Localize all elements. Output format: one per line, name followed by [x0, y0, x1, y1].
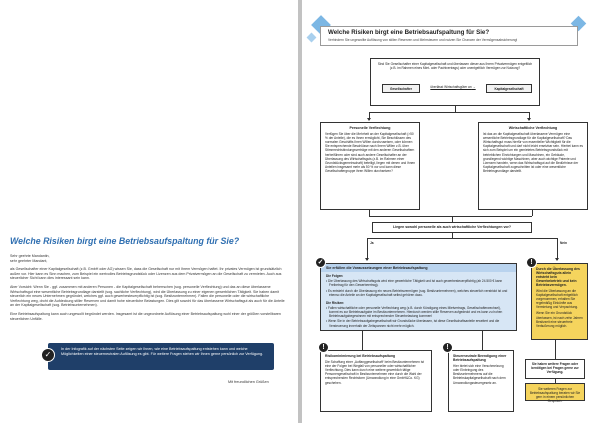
- infographic-title: Welche Risiken birgt eine Betriebsaufspaltung für Sie?: [328, 29, 490, 36]
- paragraph-3: Eine Betriebsaufspaltung kann auch ungewollt begründet werden. Insgesamt ist die ungeordnete Auflösung einer Betriebsaufspaltung wohl einer der größten vorstellbaren steuerlichen Unfälle.: [10, 311, 281, 321]
- connector: [362, 331, 363, 350]
- list-item: • Die Überlassung des Wirtschaftsguts wird eine gewerbliche Tätigkeit und ist auch gewerbesteuerpflichtig (ab 24.500 € kann Freibetrag für den Gewerbeertrag).: [326, 279, 503, 288]
- connector: [532, 210, 533, 216]
- letter-body: [10, 254, 287, 325]
- list-item: • Fallen wirtschaftliche oder personelle Verflechtung weg (z.B. durch Kündigung eines Mietvertrags, Gesellschafterwechsel), kommt es zur Betriebsaufgabe im Besitzunternehmen. Hierdurch werden stille Reserven aufgedeckt und es kann zu hohen Betriebsaufgabegewinnen mit entsprechender Steuerbelastung kommen!: [326, 305, 503, 318]
- both-question-text: Liegen sowohl personelle als auch wirtschaftliche Verflechtungen vor?: [392, 225, 512, 229]
- ja-label: Ja: [370, 241, 374, 245]
- no-outcome-text-2: Wenn Sie ein Grundstück überlassen, ist nach zehn Jahren Besitzzeit eine steuerfreie Veräußerung möglich.: [536, 311, 583, 328]
- infographic-subtitle: Verhindern Sie ungewollte Auflösung von stillen Reserven und Mehrsteuern und nutzen Sie Chancen der Vermögensabsicherung!: [328, 38, 518, 42]
- question-box: [370, 58, 540, 106]
- contact-box: Sie weiteren Fragen zur Betriebsaufspaltung beraten wir Sie gern in einem persönlichen Gespräch.: [525, 383, 585, 401]
- alert-icon: !: [526, 257, 537, 268]
- callout-text: In der Infografik auf der nächsten Seite zeigen wir Ihnen, wie eine Betriebsaufspaltung entstehen kann und welche Möglichkeiten einer steuerneutralen Auflösung es gibt. Für weitere Fragen stehen wir Ihnen gerne persönlich zur Verfügung.: [61, 347, 264, 356]
- connector: [482, 331, 483, 350]
- steuerneutral-text: Hier bietet sich eine Verschmelzung oder Einbringung des Besitzunternehmens auf die Betriebskapitalgesellschaft nach dem Umwandlungssteuergesetz an.: [453, 364, 506, 385]
- arrow-icon: [365, 258, 369, 261]
- check-icon: ✓: [41, 348, 55, 362]
- yes-outcome-box: [320, 263, 517, 331]
- right-page: [302, 0, 600, 423]
- arrow-icon: [527, 118, 531, 121]
- no-outcome-title: Durch die Überlassung des Wirtschaftsguts allein entsteht kein Gewerbebetrieb und kein Betriebsvermögen.: [536, 267, 580, 287]
- risiken-item-text: Fallen wirtschaftliche oder personelle Verflechtung weg (z.B. durch Kündigung eines Mietvertrags, Gesellschafterwechsel), kommt es zur Betriebsaufgabe im Besitzunternehmen. Hierdurch werden stille Reserven aufgedeckt und es kann zu hohen Betriebsaufgabegewinnen mit entsprechender Steuerbelastung kommen!: [328, 305, 503, 318]
- folgen-section: [321, 272, 516, 300]
- personelle-text: Verfügen Sie über die Mehrheit an der Kapitalgesellschaft (>50 % der Anteile), die es Ihnen ermöglicht, Sie Beschlüssen des normalen Geschäfts Ihren Willen durchzusetzen, oder können Sie entsprechende Beschlüsse nach Ihrem Willen z.B. über Stimmrechtsbindungsverträge mit den anderen Gesellschaftern herbeiführen oder sind auch andere Gesellschafter an der Überlassung des Wirtschaftsguts (z.B. im Rahmen einer Grundstücksgemeinschaft) beteiligt, liegen mit denen und Ihnen Anteilen insgesamt mehr als 50 % vor und kann diese Gesellschaftergruppe ihren Willen durchsetzen?: [325, 132, 416, 173]
- connector: [555, 340, 556, 359]
- risiken-item-text: Wenn Sie in der Betriebsaufgabegesellschaft wir Grundstücke überlassen, ist diese Gesellschaftsanteile erweitert und die Versteuerung innerhalb der Zeitspannen nicht mehr möglich.: [328, 319, 500, 328]
- decor-diamond: [307, 33, 317, 43]
- personelle-title: Personelle Verflechtung: [349, 126, 391, 130]
- salutation-line-2: sehr geehrter Mandant,: [10, 258, 48, 263]
- kapitalgesellschaft-label: Kapitalgesellschaft: [494, 87, 524, 91]
- wirtschaftliche-title: Wirtschaftliche Verflechtung: [508, 126, 558, 130]
- gesellschafter-box: [382, 84, 420, 93]
- check-icon: ✓: [315, 257, 326, 268]
- kapitalgesellschaft-box: [486, 84, 532, 93]
- lightbulb-icon: !: [318, 342, 329, 353]
- connector: [367, 238, 368, 260]
- both-question-box: [372, 222, 532, 233]
- wirtschaftliche-text: Ist das an die Kapitalgesellschaft überlassene Vermögen eine wesentliche Betriebsgrundlage für die Kapitalgesellschaft? Das Wirtschaftsgut muss hierfür von essentieller Wichtigkeit für die Kapitalgesellschaft und darf nicht leicht ersetzbar sein. Hierbei kann es sich zum Beispiel um ein gemietetes Betriebsgrundstück mit betrieblichen Einrichtungen und Maschinen, ein Gebäude, grundlegend wichtige Maschinen, aber auch wichtige Patente und Lizenzen handeln, wenn das Wirtschaftsgut auf die Bedürfnisse der Kapitalgesellschaft zugeschnitten ist oder eine wesentliche Betriebsgrundlage darstellt.: [483, 132, 583, 173]
- list-item: • Wenn Sie in der Betriebsaufgabegesellschaft wir Grundstücke überlassen, ist diese Gesellschaftsanteile erweitert und die Versteuerung innerhalb der Zeitspannen nicht mehr möglich.: [326, 319, 500, 328]
- lightbulb-icon: !: [442, 342, 453, 353]
- list-item: • Es entsteht durch die Überlassung ein neues Betriebsvermögen (sog. Besitzunternehmen), welches steuerlich verstrickt ist und ebenso die Anteile an der Kapitalgesellschaft selbst gehören dazu.: [326, 288, 508, 297]
- connector: [367, 238, 557, 239]
- no-outcome-text-1: Wird die Überlassung an die Kapitalgesellschaft entgeltlich vorgenommen, erhalten Sie regelmäßig Einkünfte aus Vermietung und Verpachtung.: [536, 289, 578, 310]
- connector: [369, 216, 532, 217]
- yes-outcome-title: Sie erfüllen die Voraussetzungen einer Betriebsaufspaltung: [321, 264, 516, 272]
- steuerneutral-title: Steuerneutrale Beendigung einer Betriebsaufspaltung: [453, 354, 507, 363]
- connector: [369, 112, 529, 113]
- salutation: [10, 259, 287, 264]
- risiken-section: [321, 301, 516, 332]
- paragraph-1: als Gesellschafter einer Kapitalgesellschaft (z.B. GmbH oder AG) wissen Sie, dass die Gesellschaft nur mit Ihrem Vermögen haftet. Ihr privates Vermögen ist grundsätzlich außen vor. Hier kann es Sinn machen, zum Beispiel ein wertvolles Betriebsgrundstück oder Lizenzen aus dem Privatvermögen an die Gesellschaft zu vermieten. Auch aus steuerlicher Sicht kann dies interessant sein kann.: [10, 267, 282, 281]
- final-question-box: Sie haben weitere Fragen oder benötigen bei Fragen gerne zur Verfügung.: [525, 359, 585, 379]
- risiken-title: Die Risiken:: [326, 300, 345, 305]
- infographic-header: [320, 26, 578, 46]
- nein-label: Nein: [560, 241, 567, 245]
- risikominimierung-box: [320, 350, 432, 412]
- risikominimierung-title: Risikominimierung bei Betriebsaufspaltung: [325, 354, 396, 358]
- ueberlaesst-label: überlässt Wirtschaftsgüter an →: [430, 85, 476, 89]
- folgen-title: Die Folgen:: [326, 274, 344, 279]
- connector: [557, 238, 558, 260]
- steuerneutral-box: [448, 350, 514, 412]
- left-page: [0, 0, 298, 423]
- page-title: Welche Risiken birgt eine Betriebsaufspaltung für Sie?: [10, 236, 240, 246]
- arrow-icon: [367, 118, 371, 121]
- risiken-list: [326, 306, 511, 328]
- closing: Mit freundlichen Grüßen: [228, 380, 269, 384]
- folgen-list: [326, 279, 511, 297]
- infographic-callout: [44, 343, 274, 370]
- question-text: Sind Sie Gesellschafter einer Kapitalgesellschaft und überlassen dieser aus Ihrem Privatvermögen entgeltlich (z.B. im Rahmen eines Miet- oder Pachtvertrags) oder unentgeltlich Vermögen zur Nutzung?: [377, 62, 533, 71]
- arrow-icon: [555, 258, 559, 261]
- personelle-box: [320, 122, 420, 210]
- folgen-item-text: Die Überlassung des Wirtschaftsguts wird eine gewerbliche Tätigkeit und ist auch gewerbesteuerpflichtig (ab 24.500 € kann Freibetrag für den Gewerbeertrag).: [328, 279, 503, 288]
- gesellschafter-label: Gesellschafter: [390, 87, 412, 91]
- ueberlaesst-text: überlässt Wirtschaftsgüter an: [430, 85, 472, 89]
- salutation-line-1: Sehr geehrte Mandantin,: [10, 254, 50, 258]
- wirtschaftliche-box: [478, 122, 588, 210]
- folgen-item-text: Es entsteht durch die Überlassung ein neues Betriebsvermögen (sog. Besitzunternehmen), welches steuerlich verstrickt ist und ebenso die Anteile an der Kapitalgesellschaft selbst gehören dazu.: [328, 288, 508, 297]
- no-outcome-box: [531, 263, 588, 340]
- risikominimierung-text: Die Schaffung einer „Auffanggesellschaft“ beim Besitzunternehmen ist eine der Folgen bei Wegfall von personeller oder wirtschaftlicher Verflechtung. Dies kann durch eine weitere gewerblich tätige Personengesellschaft in Besitzunternehmen eine durch die Wahl der entsprechenden Rechtsform (Umwandlung in eine GmbH&Co. KG) geschehen.: [325, 360, 424, 385]
- paragraph-2: Aber Vorsicht: Wenn Sie - ggf. zusammen mit anderen Personen - die Kapitalgesellschaft beherrschen (sog. personelle Verflechtung) und das an diese überlassene Wirtschaftsgut eine wesentliche Betriebsgrundlage darstellt (sog. sachliche Verflechtung), wird die Überlassung zu einer eigenen gewerblichen Tätigkeit. Sie haben damit steuerlich ein neues Unternehmen gegründet, welches ggf. auch gewerbesteuerpflichtig ist (sog. Besitzunternehmen). Fallen die personelle oder die wirtschaftliche Verflechtung weg, droht die Aufdeckung stiller Reserven und damit hohe steuerliche Belastungen. Dies gilt sowohl für das überlassene Wirtschaftsgut als auch für die Anteile an der Kapitalgesellschaft (sog. Betriebsunternehmen).: [10, 284, 285, 308]
